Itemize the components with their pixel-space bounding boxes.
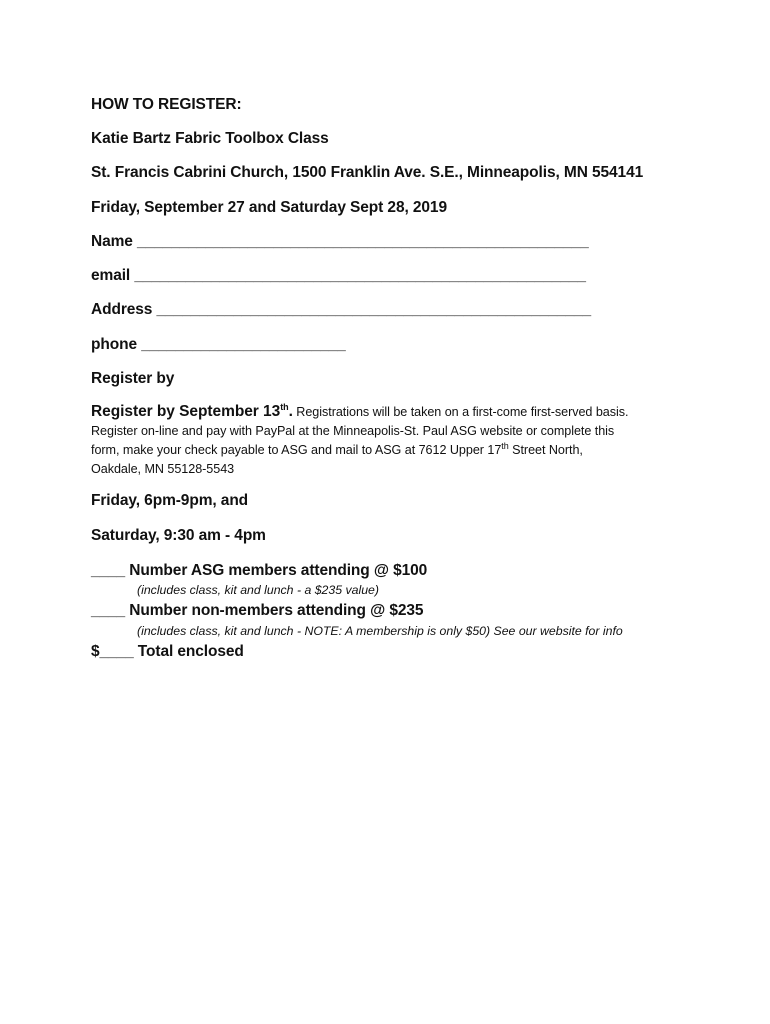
instructions-row-1 (91, 402, 691, 422)
instructions-row-2: Register on-line and pay with PayPal at the Minneapolis-St. Paul ASG website or complete this (91, 424, 615, 438)
non-members-count-field[interactable]: ____ Number non-members attending @ $235 (91, 602, 424, 619)
friday-hours: Friday, 6pm-9pm, and (91, 492, 249, 509)
email-field[interactable]: email _____________________________________________________ (91, 267, 586, 284)
saturday-hours: Saturday, 9:30 am - 4pm (91, 527, 266, 544)
phone-field[interactable]: phone ________________________ (91, 336, 346, 353)
name-field[interactable]: Name _____________________________________________________ (91, 233, 589, 250)
class-title: Katie Bartz Fabric Toolbox Class (91, 130, 329, 147)
register-by-heading: Register by (91, 370, 175, 387)
location-line: St. Francis Cabrini Church, 1500 Franklin Ave. S.E., Minneapolis, MN 554141 (91, 164, 644, 181)
members-count-field[interactable]: ____ Number ASG members attending @ $100 (91, 562, 428, 579)
instructions-text-1: Registrations will be taken on a first-come first-served basis. (292, 405, 629, 419)
total-enclosed-field[interactable]: $____ Total enclosed (91, 643, 244, 660)
members-price-note: (includes class, kit and lunch - a $235 value) (137, 583, 379, 597)
non-members-price-note: (includes class, kit and lunch - NOTE: A membership is only $50) See our website for info (137, 624, 623, 638)
dates-line: Friday, September 27 and Saturday Sept 28, 2019 (91, 199, 447, 216)
instructions-row-3: form, make your check payable to ASG and mail to ASG at 7612 Upper 17th Street North, (91, 440, 583, 457)
mailing-address: Oakdale, MN 55128-5543 (91, 462, 235, 476)
form-heading: HOW TO REGISTER: (91, 96, 242, 113)
registration-instructions (91, 402, 691, 479)
register-deadline: Register by September 13th. (91, 401, 293, 420)
address-field[interactable]: Address ___________________________________________________ (91, 301, 592, 318)
